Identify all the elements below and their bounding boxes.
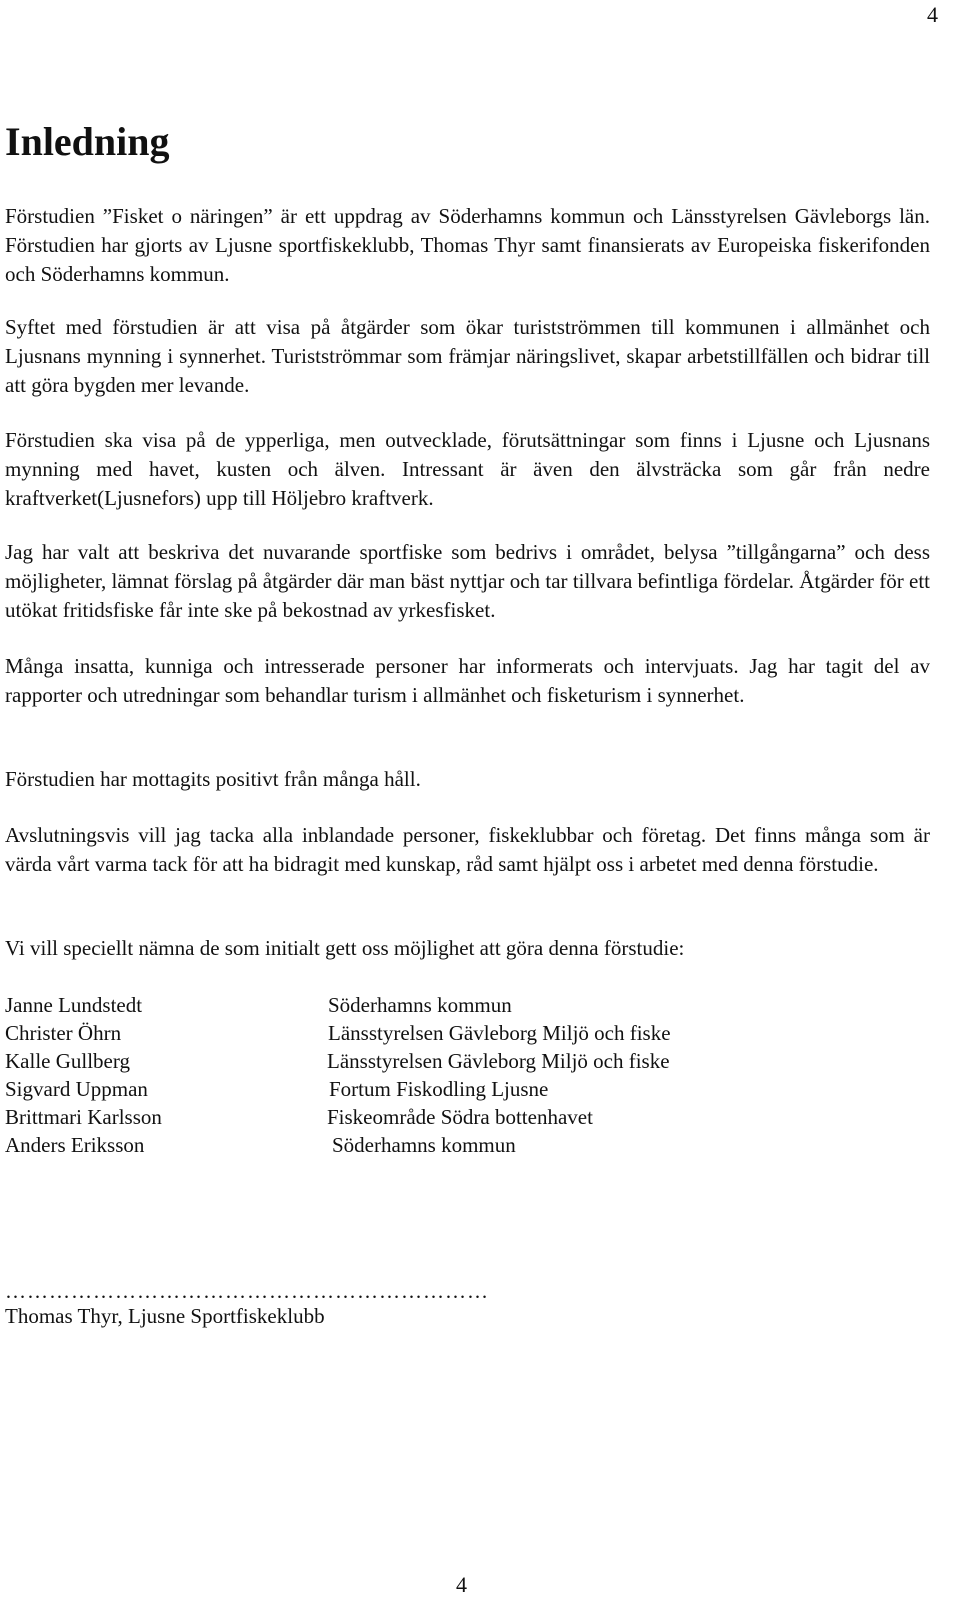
- page-title: Inledning: [5, 119, 170, 164]
- contact-row: [5, 1075, 930, 1103]
- signature-name: Thomas Thyr, Ljusne Sportfiskeklubb: [5, 1304, 325, 1328]
- contact-name: Christer Öhrn: [5, 1021, 122, 1045]
- contact-organization: Länsstyrelsen Gävleborg Miljö och fiske: [327, 1049, 670, 1073]
- contact-name: Brittmari Karlsson: [5, 1105, 162, 1129]
- contact-row: [5, 1103, 930, 1131]
- contact-name: Anders Eriksson: [5, 1133, 145, 1157]
- contact-organization: Länsstyrelsen Gävleborg Miljö och fiske: [328, 1021, 671, 1045]
- contact-name: Janne Lundstedt: [5, 993, 143, 1017]
- paragraph-description: Jag har valt att beskriva det nuvarande sportfiske som bedrivs i området, belysa ”tillgångarna” och dess möjligheter, lämnat förslag på åtgärder där man bäst nyttjar och tar tillvara befintliga fördelar. Åtgärder för ett utökat fritidsfiske får inte ske på bekostnad av yrkesfisket.: [5, 540, 930, 622]
- paragraph-interviews: Många insatta, kunniga och intresserade personer har informerats och intervjuats. Jag har tagit del av rapporter och utredningar som behandlar turism i allmänhet och fisketurism i synnerhet.: [5, 654, 930, 707]
- paragraph-prerequisites: Förstudien ska visa på de ypperliga, men outvecklade, förutsättningar som finns i Ljusne och Ljusnans mynning med havet, kusten och älven. Intressant är även den älvsträcka som går från nedre kraftverket(Ljusnefors) upp till Höljebro kraftverk.: [5, 428, 930, 510]
- contact-organization: Söderhamns kommun: [332, 1133, 516, 1157]
- contact-organization: Söderhamns kommun: [328, 993, 512, 1017]
- paragraph-purpose: Syftet med förstudien är att visa på åtgärder som ökar turistströmmen till kommunen i allmänhet och Ljusnans mynning i synnerhet. Turistströmmar som främjar näringslivet, skapar arbetstillfällen och bidrar till att göra bygden mer levande.: [5, 315, 930, 397]
- contact-list: [5, 991, 930, 1159]
- paragraph-reception: Förstudien har mottagits positivt från många håll.: [5, 767, 421, 791]
- contact-name: Sigvard Uppman: [5, 1077, 148, 1101]
- contact-row: [5, 1131, 930, 1159]
- contact-row: [5, 991, 930, 1019]
- contact-organization: Fiskeområde Södra bottenhavet: [327, 1105, 593, 1129]
- signature-line: …………………………………………………………: [5, 1279, 489, 1303]
- page-number-bottom: 4: [456, 1572, 467, 1597]
- contact-row: [5, 1047, 930, 1075]
- page-number-top: 4: [927, 2, 938, 27]
- paragraph-thanks: Avslutningsvis vill jag tacka alla inblandade personer, fiskeklubbar och företag. Det finns många som är värda vårt varma tack för att ha bidragit med kunskap, råd samt hjälpt oss i arbetet med denna förstudie.: [5, 823, 930, 876]
- paragraph-intro: Förstudien ”Fisket o näringen” är ett uppdrag av Söderhamns kommun och Länsstyrelsen Gävleborgs län. Förstudien har gjorts av Ljusne sportfiskeklubb, Thomas Thyr samt finansierats av Europeiska fiskerifonden och Söderhamns kommun.: [5, 204, 930, 286]
- contact-name: Kalle Gullberg: [5, 1049, 130, 1073]
- paragraph-mention: Vi vill speciellt nämna de som initialt gett oss möjlighet att göra denna förstudie:: [5, 936, 685, 960]
- contact-row: [5, 1019, 930, 1047]
- contact-organization: Fortum Fiskodling Ljusne: [329, 1077, 549, 1101]
